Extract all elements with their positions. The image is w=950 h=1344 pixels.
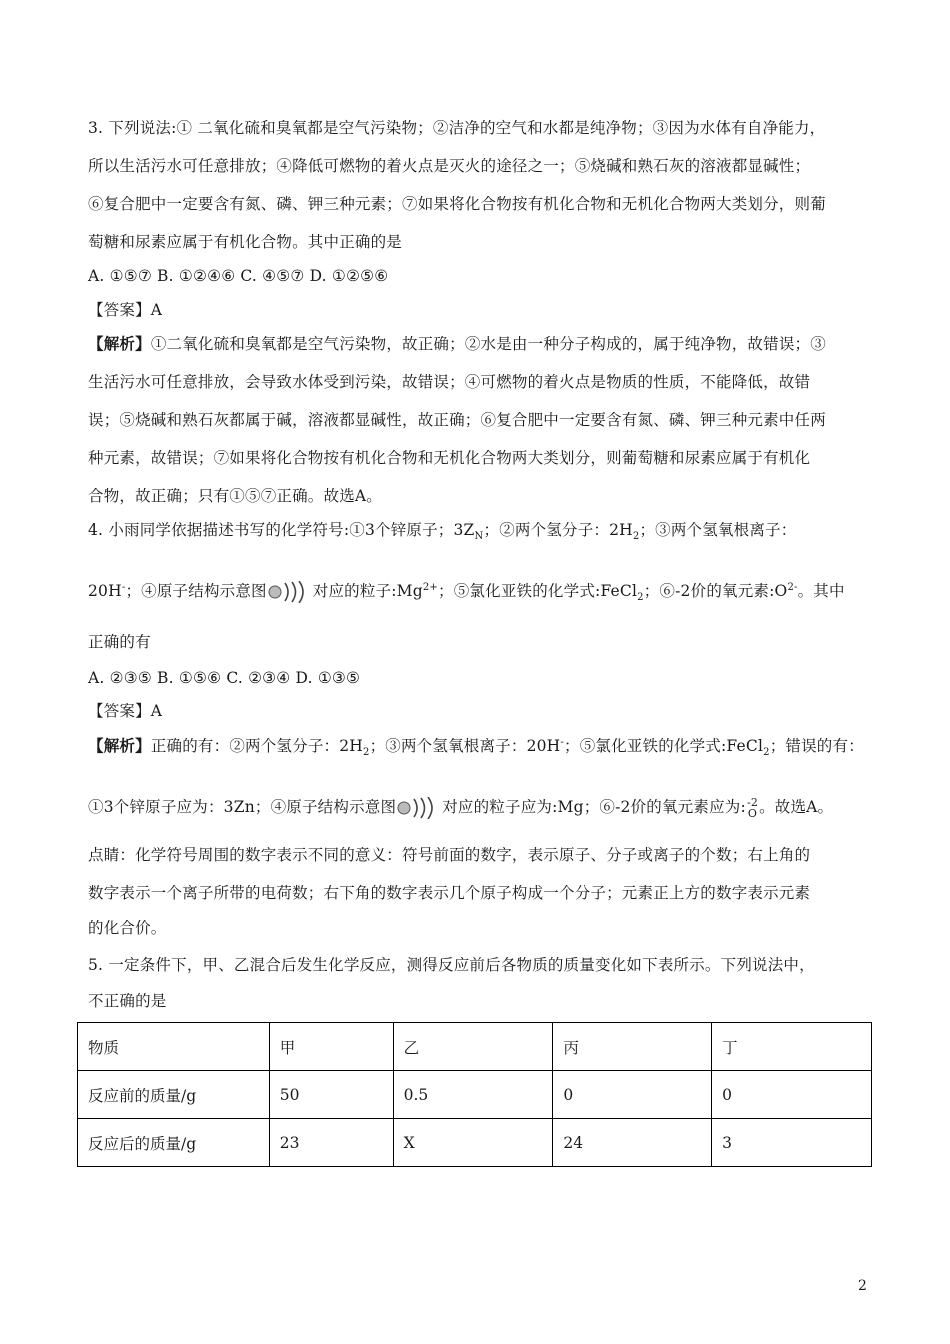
q4-line-1 [88, 520, 797, 543]
q4-analysis-label: 【解析】 [88, 736, 151, 755]
table-cell: 24 [553, 1119, 712, 1167]
q3-answer: 【答案】A [88, 301, 163, 319]
q3-analysis-label: 【解析】 [88, 334, 151, 353]
note-line-3: 的化合价。 [88, 919, 167, 937]
q4-fecl2-subscript: 2 [637, 592, 644, 604]
q4-options: A. ②③⑤ B. ①⑤⑥ C. ②③④ D. ①③⑤ [88, 669, 361, 687]
table-header-cell: 甲 [269, 1023, 393, 1071]
atom-structure-diagram-icon [396, 797, 442, 819]
table-header-cell: 物质 [78, 1023, 270, 1071]
q3-line-2: 所以生活污水可任意排放；④降低可燃物的着火点是灭火的途径之一；⑤烧碱和熟石灰的溶液都显碱性； [88, 157, 811, 175]
q4-analysis-line-2 [88, 797, 833, 819]
q4-line-2-part-f: 。其中 [797, 582, 845, 600]
q4-line-2-part-a: 20H [88, 582, 122, 600]
q3-analysis-line-1 [88, 334, 826, 354]
table-cell: 3 [712, 1119, 872, 1167]
table-header-cell: 丙 [553, 1023, 712, 1071]
q4-line-2-part-d: ；⑤氯化亚铁的化学式:FeCl [438, 582, 638, 600]
table-cell: 0 [712, 1071, 872, 1119]
q4-o-superscript: 2- [787, 581, 798, 593]
q4-line-2 [88, 581, 845, 603]
table-header-cell: 乙 [393, 1023, 553, 1071]
q4-oh-superscript: - [121, 581, 126, 593]
q3-line-3: ⑥复合肥中一定要含有氮、磷、钾三种元素；⑦如果将化合物按有机化合物和无机化合物两大类划分，则葡 [88, 195, 826, 213]
q3-line-1: 3. 下列说法:① 二氧化硫和臭氧都是空气污染物；②洁净的空气和水都是纯净物；③因为水体有自净能力， [88, 119, 826, 137]
q4-analysis-part-d: ；错误的有： [769, 737, 864, 755]
page-number: 2 [858, 1278, 867, 1294]
mass-change-table [77, 1022, 872, 1167]
q3-analysis-line-4: 种元素，故错误；⑦如果将化合物按有机化合物和无机化合物两大类划分，则葡萄糖和尿素应属于有机化 [88, 449, 811, 467]
table-cell: 23 [269, 1119, 393, 1167]
q4-line-2-part-b: ；④原子结构示意图 [125, 582, 267, 600]
q4-analysis-2-part-c: 。故选A。 [759, 798, 834, 816]
q4-analysis-part-c: ；⑤氯化亚铁的化学式:FeCl [564, 737, 764, 755]
atom-structure-diagram-icon [267, 581, 313, 603]
table-header-cell: 丁 [712, 1023, 872, 1071]
table-cell: 50 [269, 1071, 393, 1119]
table-row [78, 1119, 872, 1167]
note-line-1: 点睛：化学符号周围的数字表示不同的意义：符号前面的数字，表示原子、分子或离子的个数；右上角的 [88, 846, 811, 864]
table-cell: 0.5 [393, 1071, 553, 1119]
note-line-2: 数字表示一个离子所带的电荷数；右下角的数字表示几个原子构成一个分子；元素正上方的数字表示元素 [88, 884, 811, 902]
valence-element: O [747, 807, 758, 820]
q4-analysis-line-1 [88, 736, 864, 759]
q3-analysis-line-2: 生活污水可任意排放，会导致水体受到污染，故错误；④可燃物的着火点是物质的性质，不能降低，故错 [88, 373, 811, 391]
table-cell: 0 [553, 1071, 712, 1119]
q4-answer: 【答案】A [88, 702, 163, 720]
table-row [78, 1071, 872, 1119]
table-header-row [78, 1023, 872, 1071]
q4-analysis-part-b: ；③两个氢氧根离子：20H [369, 737, 561, 755]
q4-mg-superscript: 2+ [422, 581, 439, 593]
q4-analysis-2-part-a: ①3个锌原子应为：3Zn；④原子结构示意图 [88, 798, 397, 816]
q3-analysis-line-3: 误；⑤烧碱和熟石灰都属于碱，溶液都显碱性，故正确；⑥复合肥中一定要含有氮、磷、钾三种元素中任两 [88, 411, 826, 429]
q4-line-2-part-c: 对应的粒子:Mg [312, 582, 423, 600]
q3-analysis-text-1: ①二氧化硫和臭氧都是空气污染物，故正确；②水是由一种分子构成的，属于纯净物，故错误；③ [150, 335, 826, 353]
q4-analysis-oh-superscript: - [560, 736, 564, 748]
q5-line-2: 不正确的是 [88, 992, 167, 1010]
q4-zn-subscript: N [474, 531, 484, 543]
q3-options: A. ①⑤⑦ B. ①②④⑥ C. ④⑤⑦ D. ①②⑤⑥ [88, 267, 389, 285]
q3-line-4: 萄糖和尿素应属于有机化合物。其中正确的是 [88, 233, 403, 251]
table-cell: 反应后的质量/g [78, 1119, 270, 1167]
table-cell: 反应前的质量/g [78, 1071, 270, 1119]
q4-h2-subscript: 2 [632, 531, 640, 543]
q4-analysis-h2-subscript: 2 [363, 747, 370, 759]
q4-analysis-2-part-b: 对应的粒子应为:Mg；⑥-2价的氧元素应为: [442, 798, 746, 816]
valence-notation [747, 797, 758, 819]
q4-line-1-part-a: 4. 小雨同学依据描述书写的化学符号:①3个锌原子；3Z [88, 521, 475, 539]
q5-line-1: 5. 一定条件下，甲、乙混合后发生化学反应，测得反应前后各物质的质量变化如下表所示。下列说法中， [88, 956, 815, 974]
q4-line-1-part-b: ；②两个氢分子：2H [483, 521, 633, 539]
q3-analysis-line-5: 合物，故正确；只有①⑤⑦正确。故选A。 [88, 487, 382, 505]
q4-line-3: 正确的有 [88, 633, 151, 651]
q4-analysis-part-a: 正确的有：②两个氢分子：2H [150, 737, 363, 755]
q4-line-2-part-e: ；⑥-2价的氧元素:O [643, 582, 788, 600]
q4-line-1-part-c: ；③两个氢氧根离子： [639, 521, 797, 539]
valence-number: -2 [746, 796, 759, 809]
table-cell: X [393, 1119, 553, 1167]
q4-analysis-fecl2-subscript: 2 [763, 747, 770, 759]
